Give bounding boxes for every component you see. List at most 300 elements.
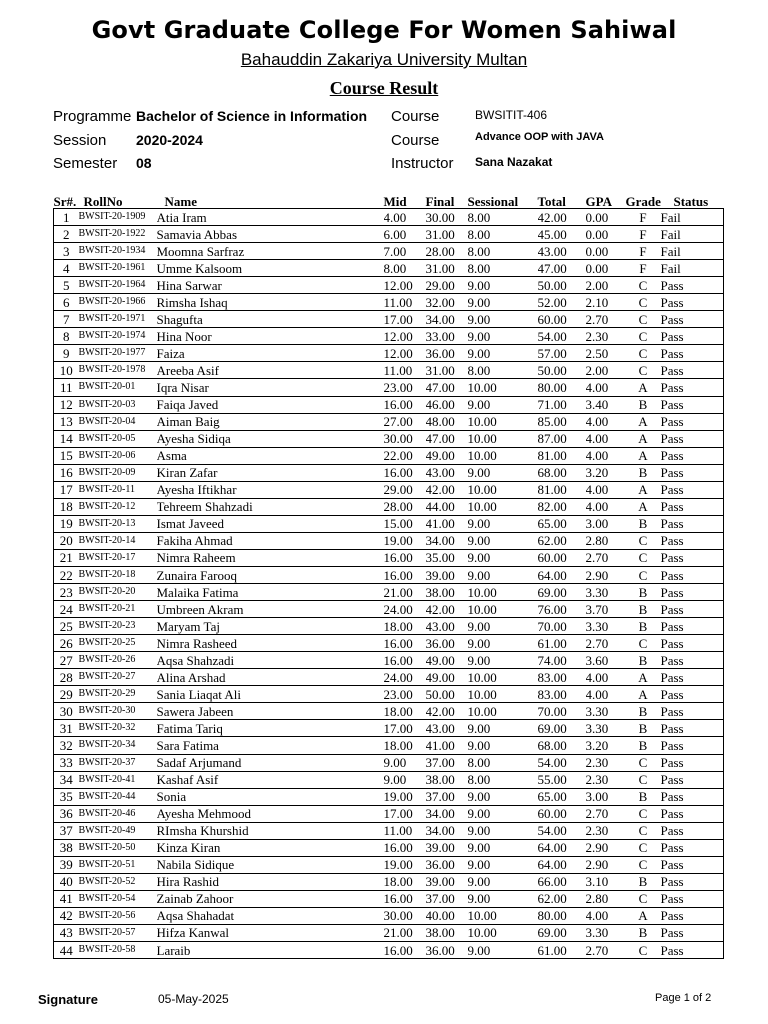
sr-cell: 23 [54,584,79,601]
grade-cell: B [626,618,661,635]
results-body [54,209,724,959]
mid-cell: 16.00 [384,942,426,959]
final-cell: 38.00 [426,584,468,601]
name-cell: Sawera Jabeen [157,703,384,720]
gpa-cell: 4.00 [586,481,626,498]
final-cell: 49.00 [426,447,468,464]
total-cell: 64.00 [538,856,586,873]
total-cell: 82.00 [538,498,586,515]
rollno-cell: BWSIT-20-1977 [79,345,157,362]
gpa-cell: 4.00 [586,907,626,924]
final-cell: 48.00 [426,413,468,430]
sessional-cell: 10.00 [468,669,538,686]
mid-cell: 12.00 [384,277,426,294]
name-cell: Rimsha Ishaq [157,294,384,311]
total-cell: 81.00 [538,447,586,464]
rollno-cell: BWSIT-20-11 [79,481,157,498]
status-cell: Pass [661,601,724,618]
total-cell: 45.00 [538,226,586,243]
grade-cell: B [626,720,661,737]
total-cell: 60.00 [538,311,586,328]
sessional-cell: 9.00 [468,311,538,328]
table-row [54,566,724,583]
status-cell: Pass [661,294,724,311]
status-cell: Pass [661,345,724,362]
total-cell: 71.00 [538,396,586,413]
mid-cell: 7.00 [384,243,426,260]
name-cell: Hina Noor [157,328,384,345]
status-cell: Pass [661,720,724,737]
programme-label: Programme [53,108,132,125]
name-cell: Ayesha Iftikhar [157,481,384,498]
mid-cell: 29.00 [384,481,426,498]
rollno-cell: BWSIT-20-17 [79,549,157,566]
grade-cell: C [626,942,661,959]
status-cell: Pass [661,447,724,464]
status-cell: Pass [661,686,724,703]
table-row [54,413,724,430]
header-final: Final [425,194,455,209]
gpa-cell: 0.00 [586,209,626,226]
final-cell: 39.00 [426,566,468,583]
rollno-cell: BWSIT-20-49 [79,822,157,839]
sr-cell: 35 [54,788,79,805]
table-row [54,311,724,328]
status-cell: Pass [661,481,724,498]
table-row [54,737,724,754]
status-cell: Pass [661,856,724,873]
gpa-cell: 2.00 [586,362,626,379]
gpa-cell: 2.90 [586,856,626,873]
name-cell: Umme Kalsoom [157,260,384,277]
final-cell: 31.00 [426,260,468,277]
rollno-cell: BWSIT-20-1966 [79,294,157,311]
sessional-cell: 10.00 [468,907,538,924]
status-cell: Pass [661,328,724,345]
status-cell: Pass [661,618,724,635]
status-cell: Pass [661,839,724,856]
status-cell: Pass [661,396,724,413]
gpa-cell: 0.00 [586,260,626,277]
sessional-cell: 10.00 [468,686,538,703]
name-cell: Aqsa Shahadat [157,907,384,924]
table-row [54,396,724,413]
final-cell: 37.00 [426,890,468,907]
gpa-cell: 3.30 [586,924,626,941]
name-cell: Sadaf Arjumand [157,754,384,771]
sr-cell: 26 [54,635,79,652]
grade-cell: C [626,822,661,839]
grade-cell: B [626,601,661,618]
gpa-cell: 4.00 [586,430,626,447]
status-cell: Pass [661,584,724,601]
sessional-cell: 8.00 [468,362,538,379]
rollno-cell: BWSIT-20-58 [79,942,157,959]
mid-cell: 19.00 [384,788,426,805]
final-cell: 39.00 [426,839,468,856]
sessional-cell: 10.00 [468,447,538,464]
name-cell: Samavia Abbas [157,226,384,243]
status-cell: Pass [661,549,724,566]
rollno-cell: BWSIT-20-57 [79,924,157,941]
final-cell: 36.00 [426,345,468,362]
gpa-cell: 3.00 [586,788,626,805]
table-row [54,942,724,959]
grade-cell: C [626,771,661,788]
status-cell: Pass [661,771,724,788]
table-row [54,430,724,447]
mid-cell: 24.00 [384,669,426,686]
name-cell: Nimra Raheem [157,549,384,566]
sr-cell: 7 [54,311,79,328]
sessional-cell: 8.00 [468,209,538,226]
mid-cell: 18.00 [384,873,426,890]
sr-cell: 15 [54,447,79,464]
mid-cell: 11.00 [384,294,426,311]
total-cell: 65.00 [538,515,586,532]
gpa-cell: 4.00 [586,669,626,686]
total-cell: 50.00 [538,362,586,379]
grade-cell: C [626,890,661,907]
name-cell: RImsha Khurshid [157,822,384,839]
mid-cell: 12.00 [384,328,426,345]
semester-value: 08 [136,155,152,171]
header-sr: Sr#. [53,194,77,209]
semester-label: Semester [53,155,118,172]
sessional-cell: 9.00 [468,532,538,549]
grade-cell: C [626,805,661,822]
status-cell: Pass [661,635,724,652]
final-cell: 34.00 [426,532,468,549]
rollno-cell: BWSIT-20-1922 [79,226,157,243]
grade-cell: A [626,498,661,515]
name-cell: Moomna Sarfraz [157,243,384,260]
total-cell: 42.00 [538,209,586,226]
instructor-label: Instructor [391,155,454,172]
mid-cell: 24.00 [384,601,426,618]
gpa-cell: 3.00 [586,515,626,532]
name-cell: Umbreen Akram [157,601,384,618]
rollno-cell: BWSIT-20-41 [79,771,157,788]
total-cell: 62.00 [538,532,586,549]
rollno-cell: BWSIT-20-51 [79,856,157,873]
final-cell: 37.00 [426,754,468,771]
sr-cell: 21 [54,549,79,566]
grade-cell: C [626,635,661,652]
total-cell: 62.00 [538,890,586,907]
sessional-cell: 8.00 [468,226,538,243]
name-cell: Malaika Fatima [157,584,384,601]
sessional-cell: 9.00 [468,515,538,532]
gpa-cell: 0.00 [586,243,626,260]
rollno-cell: BWSIT-20-26 [79,652,157,669]
table-row [54,481,724,498]
name-cell: Alina Arshad [157,669,384,686]
final-cell: 34.00 [426,311,468,328]
table-row [54,209,724,226]
gpa-cell: 3.30 [586,618,626,635]
grade-cell: C [626,549,661,566]
sessional-cell: 9.00 [468,873,538,890]
final-cell: 34.00 [426,805,468,822]
grade-cell: B [626,873,661,890]
sessional-cell: 9.00 [468,635,538,652]
total-cell: 87.00 [538,430,586,447]
gpa-cell: 2.70 [586,942,626,959]
gpa-cell: 3.70 [586,601,626,618]
gpa-cell: 2.80 [586,890,626,907]
total-cell: 69.00 [538,924,586,941]
rollno-cell: BWSIT-20-50 [79,839,157,856]
gpa-cell: 3.30 [586,720,626,737]
document-title-text: Course Result [329,78,439,98]
total-cell: 64.00 [538,839,586,856]
mid-cell: 17.00 [384,720,426,737]
final-cell: 43.00 [426,618,468,635]
grade-cell: C [626,362,661,379]
sr-cell: 1 [54,209,79,226]
sessional-cell: 9.00 [468,396,538,413]
sessional-cell: 10.00 [468,413,538,430]
sessional-cell: 9.00 [468,856,538,873]
grade-cell: B [626,396,661,413]
sr-cell: 20 [54,532,79,549]
rollno-cell: BWSIT-20-37 [79,754,157,771]
final-cell: 38.00 [426,771,468,788]
table-row [54,379,724,396]
mid-cell: 16.00 [384,839,426,856]
name-cell: Iqra Nisar [157,379,384,396]
status-cell: Pass [661,822,724,839]
total-cell: 68.00 [538,464,586,481]
final-cell: 46.00 [426,396,468,413]
table-row [54,601,724,618]
total-cell: 69.00 [538,720,586,737]
grade-cell: C [626,754,661,771]
status-cell: Pass [661,498,724,515]
mid-cell: 21.00 [384,584,426,601]
sr-cell: 13 [54,413,79,430]
rollno-cell: BWSIT-20-56 [79,907,157,924]
print-date: 05-May-2025 [158,992,229,1006]
status-cell: Pass [661,890,724,907]
total-cell: 43.00 [538,243,586,260]
sessional-cell: 8.00 [468,260,538,277]
sr-cell: 5 [54,277,79,294]
instructor-value: Sana Nazakat [475,155,553,169]
status-cell: Pass [661,515,724,532]
rollno-cell: BWSIT-20-52 [79,873,157,890]
final-cell: 42.00 [426,481,468,498]
grade-cell: C [626,839,661,856]
rollno-cell: BWSIT-20-1961 [79,260,157,277]
table-row [54,856,724,873]
final-cell: 30.00 [426,209,468,226]
gpa-cell: 4.00 [586,379,626,396]
sessional-cell: 9.00 [468,345,538,362]
mid-cell: 16.00 [384,635,426,652]
status-cell: Pass [661,464,724,481]
gpa-cell: 4.00 [586,447,626,464]
final-cell: 38.00 [426,924,468,941]
mid-cell: 6.00 [384,226,426,243]
total-cell: 47.00 [538,260,586,277]
gpa-cell: 3.40 [586,396,626,413]
name-cell: Kiran Zafar [157,464,384,481]
rollno-cell: BWSIT-20-1978 [79,362,157,379]
rollno-cell: BWSIT-20-34 [79,737,157,754]
mid-cell: 18.00 [384,737,426,754]
sr-cell: 19 [54,515,79,532]
total-cell: 80.00 [538,907,586,924]
rollno-cell: BWSIT-20-21 [79,601,157,618]
name-cell: Laraib [157,942,384,959]
final-cell: 42.00 [426,601,468,618]
name-cell: Areeba Asif [157,362,384,379]
final-cell: 47.00 [426,430,468,447]
table-row [54,464,724,481]
mid-cell: 11.00 [384,822,426,839]
grade-cell: A [626,379,661,396]
sr-cell: 37 [54,822,79,839]
sessional-cell: 10.00 [468,924,538,941]
gpa-cell: 2.70 [586,311,626,328]
sessional-cell: 9.00 [468,294,538,311]
mid-cell: 11.00 [384,362,426,379]
table-row [54,260,724,277]
rollno-cell: BWSIT-20-06 [79,447,157,464]
final-cell: 40.00 [426,907,468,924]
status-cell: Pass [661,379,724,396]
grade-cell: B [626,515,661,532]
mid-cell: 16.00 [384,890,426,907]
rollno-cell: BWSIT-20-05 [79,430,157,447]
sr-cell: 14 [54,430,79,447]
name-cell: Shagufta [157,311,384,328]
grade-cell: A [626,907,661,924]
name-cell: Faiza [157,345,384,362]
status-cell: Pass [661,430,724,447]
rollno-cell: BWSIT-20-1909 [79,209,157,226]
status-cell: Fail [661,243,724,260]
rollno-cell: BWSIT-20-04 [79,413,157,430]
status-cell: Fail [661,226,724,243]
final-cell: 34.00 [426,822,468,839]
course-name-value: Advance OOP with JAVA [475,131,604,143]
grade-cell: C [626,856,661,873]
name-cell: Nimra Rasheed [157,635,384,652]
gpa-cell: 2.50 [586,345,626,362]
document-title [0,78,768,99]
sr-cell: 33 [54,754,79,771]
status-cell: Pass [661,532,724,549]
rollno-cell: BWSIT-20-44 [79,788,157,805]
grade-cell: C [626,311,661,328]
name-cell: Kinza Kiran [157,839,384,856]
sessional-cell: 9.00 [468,942,538,959]
sessional-cell: 9.00 [468,328,538,345]
mid-cell: 12.00 [384,345,426,362]
name-cell: Tehreem Shahzadi [157,498,384,515]
grade-cell: F [626,209,661,226]
name-cell: Ayesha Mehmood [157,805,384,822]
status-cell: Pass [661,737,724,754]
total-cell: 76.00 [538,601,586,618]
status-cell: Pass [661,311,724,328]
sr-cell: 39 [54,856,79,873]
programme-value: Bachelor of Science in Information [136,108,368,124]
sr-cell: 34 [54,771,79,788]
gpa-cell: 2.30 [586,822,626,839]
sr-cell: 29 [54,686,79,703]
final-cell: 36.00 [426,856,468,873]
gpa-cell: 2.90 [586,839,626,856]
status-cell: Pass [661,362,724,379]
mid-cell: 23.00 [384,379,426,396]
name-cell: Sara Fatima [157,737,384,754]
grade-cell: A [626,430,661,447]
rollno-cell: BWSIT-20-09 [79,464,157,481]
header-grade: Grade [625,194,661,209]
name-cell: Sonia [157,788,384,805]
rollno-cell: BWSIT-20-18 [79,566,157,583]
grade-cell: A [626,669,661,686]
gpa-cell: 4.00 [586,413,626,430]
course-code-value: BWSITIT-406 [475,108,548,122]
mid-cell: 4.00 [384,209,426,226]
table-header-row [54,195,724,209]
sr-cell: 18 [54,498,79,515]
mid-cell: 16.00 [384,652,426,669]
course-name-label: Course [391,132,440,149]
sr-cell: 42 [54,907,79,924]
grade-cell: B [626,652,661,669]
sr-cell: 12 [54,396,79,413]
final-cell: 33.00 [426,328,468,345]
header-sessional: Sessional [467,194,519,209]
status-cell: Pass [661,942,724,959]
rollno-cell: BWSIT-20-13 [79,515,157,532]
grade-cell: B [626,924,661,941]
sessional-cell: 9.00 [468,822,538,839]
gpa-cell: 2.90 [586,566,626,583]
final-cell: 49.00 [426,669,468,686]
final-cell: 29.00 [426,277,468,294]
sessional-cell: 9.00 [468,652,538,669]
status-cell: Pass [661,703,724,720]
rollno-cell: BWSIT-20-30 [79,703,157,720]
gpa-cell: 2.00 [586,277,626,294]
table-row [54,669,724,686]
rollno-cell: BWSIT-20-1974 [79,328,157,345]
sessional-cell: 8.00 [468,243,538,260]
total-cell: 64.00 [538,566,586,583]
table-row [54,720,724,737]
total-cell: 54.00 [538,754,586,771]
status-cell: Pass [661,413,724,430]
final-cell: 49.00 [426,652,468,669]
sessional-cell: 9.00 [468,805,538,822]
name-cell: Ismat Javeed [157,515,384,532]
name-cell: Hina Sarwar [157,277,384,294]
sr-cell: 31 [54,720,79,737]
grade-cell: B [626,584,661,601]
gpa-cell: 4.00 [586,686,626,703]
sessional-cell: 9.00 [468,788,538,805]
mid-cell: 18.00 [384,703,426,720]
name-cell: Atia Iram [157,209,384,226]
sessional-cell: 9.00 [468,839,538,856]
